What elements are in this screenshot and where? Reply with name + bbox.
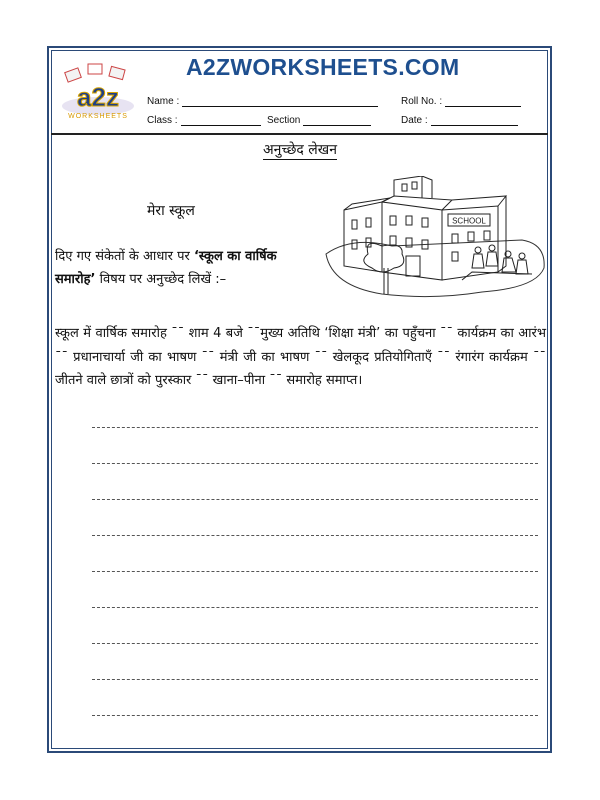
writing-line[interactable] (92, 499, 538, 500)
name-label: Name : (147, 96, 180, 107)
class-label: Class : (147, 115, 178, 126)
writing-line[interactable] (92, 607, 538, 608)
site-title: A2ZWORKSHEETS.COM (186, 54, 460, 80)
class-field[interactable] (147, 115, 261, 126)
name-field[interactable] (147, 96, 378, 107)
logo-tag: WORKSHEETS (68, 113, 128, 120)
writing-line[interactable] (92, 463, 538, 464)
class-blank[interactable] (181, 115, 261, 126)
instruction-text (55, 245, 317, 291)
date-field[interactable] (401, 115, 518, 126)
instruction-topic: ‘स्कूल का वार्षिक समारोह’ (55, 249, 277, 287)
school-sign-text: SCHOOL (452, 216, 486, 226)
school-building-illustration (322, 176, 548, 304)
a2z-logo (58, 62, 138, 120)
date-blank[interactable] (431, 115, 518, 126)
hint-paragraph: स्कूल में वार्षिक समारोह ¯¯ शाम 4 बजे ¯¯मुख्य अतिथि ‘शिक्षा मंत्री’ का पहुँचना ¯¯ कार्यक्रम का आरंभ ¯¯ प्रधानाचार्या जी का भाषण ¯¯ मंत्री जी का भाषण ¯¯ खेलकूद प्रतियोगिताएँ ¯¯ रंगारंग कार्यक्रम ¯¯ जीतने वाले छात्रों को पुरस्कार ¯¯ खाना–पीना ¯¯ समारोह समाप्त। (55, 326, 546, 388)
section-field[interactable] (267, 115, 371, 126)
writing-line[interactable] (92, 427, 538, 428)
name-blank[interactable] (182, 96, 378, 107)
section-blank[interactable] (303, 115, 371, 126)
instruction-prefix: दिए गए संकेतों के आधार पर (55, 249, 194, 264)
roll-no-label: Roll No. : (401, 96, 443, 107)
date-label: Date : (401, 115, 428, 126)
topic-title: मेरा स्कूल (147, 203, 195, 219)
writing-line[interactable] (92, 571, 538, 572)
section-label: Section (267, 115, 301, 126)
worksheet-heading (0, 140, 600, 159)
roll-no-blank[interactable] (445, 96, 521, 107)
writing-line[interactable] (92, 679, 538, 680)
writing-line[interactable] (92, 643, 538, 644)
instruction-suffix: विषय पर अनुच्छेद लिखें :– (95, 272, 227, 287)
heading-text: अनुच्छेद लेखन (262, 142, 338, 158)
logo-letters: a2z (77, 82, 119, 112)
roll-no-field[interactable] (401, 96, 521, 107)
header-divider (51, 133, 548, 135)
writing-line[interactable] (92, 715, 538, 716)
writing-line[interactable] (92, 535, 538, 536)
